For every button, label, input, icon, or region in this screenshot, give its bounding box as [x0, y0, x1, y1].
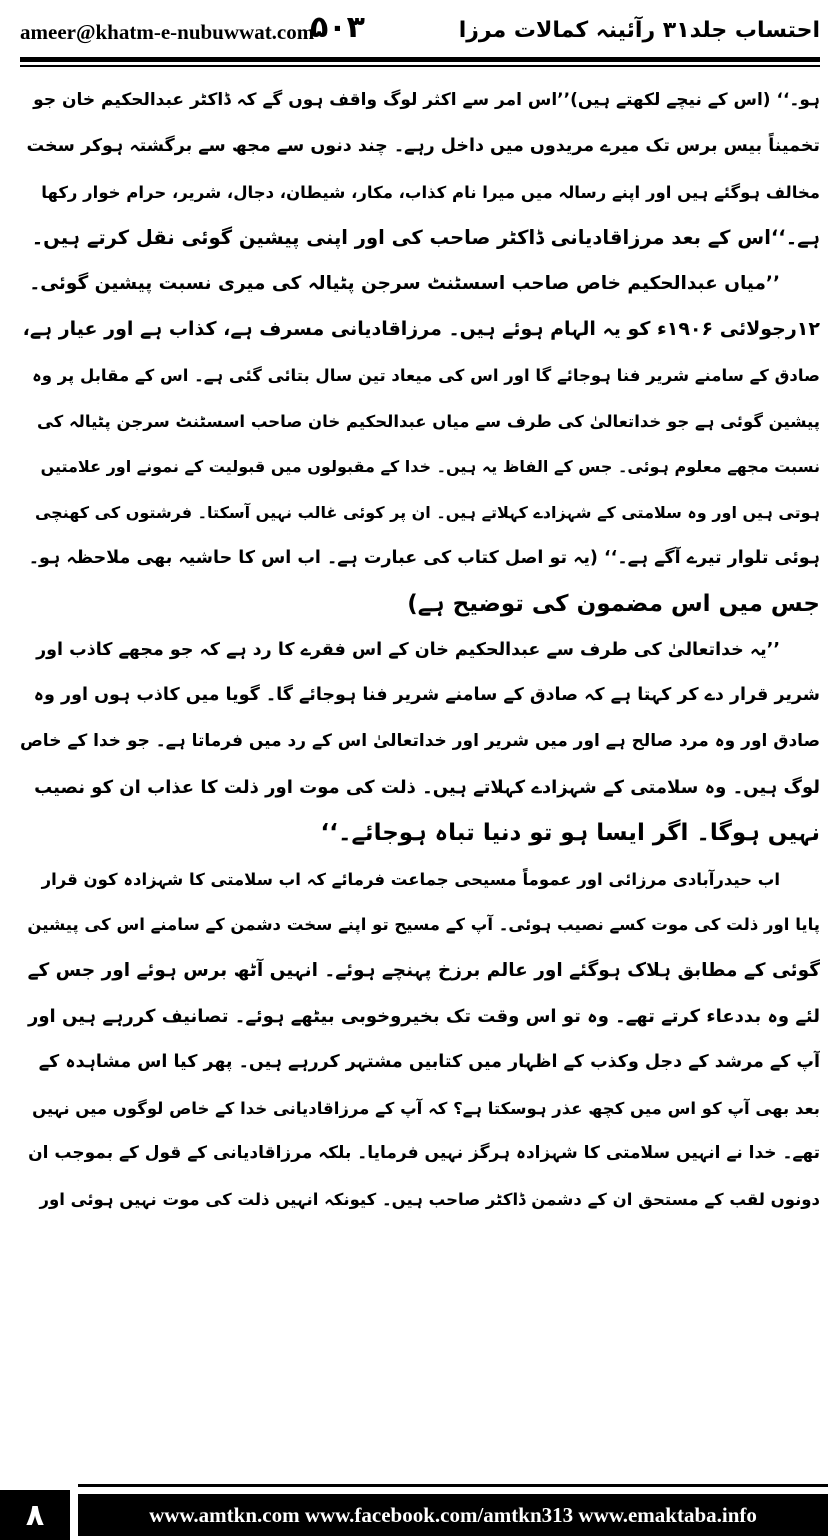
footer-links[interactable]: www.amtkn.com www.facebook.com/amtkn313 www.emaktaba.info — [78, 1494, 828, 1536]
text-line: ہوئی تلوار تیرے آگے ہے۔‘‘ (یہ تو اصل کتاب کی عبارت ہے۔ اب اس کا حاشیہ بھی ملاحظہ ہو۔ — [28, 547, 820, 568]
text-line: ’’یہ خداتعالیٰ کی طرف سے عبدالحکیم خان کے اس فقرے کا رد ہے کہ جو مجھے کاذب اور — [36, 639, 780, 660]
footer-page-label: ۸ — [0, 1490, 70, 1540]
text-line: آپ کے مرشد کے دجل وکذب کے اظہار میں کتابیں مشتہر کررہے ہیں۔ پھر کیا اس مشاہدہ کے — [38, 1051, 820, 1072]
text-line: صادق اور وہ مرد صالح ہے اور میں شریر اور خداتعالیٰ اس کے رد میں فرماتا ہے۔ جو خدا کے خاص — [20, 731, 820, 752]
text-line: شریر قرار دے کر کہتا ہے کہ صادق کے سامنے شریر فنا ہوجائے گا۔ گویا میں کاذب ہوں اور وہ — [33, 685, 820, 706]
text-line: پیشین گوئی ہے جو خداتعالیٰ کی طرف سے میاں عبدالحکیم خان صاحب اسسٹنٹ سرجن پٹیالہ کی — [36, 411, 820, 431]
text-line: تخمیناً بیس برس تک میرے مریدوں میں داخل رہے۔ چند دنوں سے مجھ سے برگشتہ ہوکر سخت — [26, 135, 820, 156]
text-line: لوگ ہیں۔ وہ سلامتی کے شہزادے کہلاتے ہیں۔ ذلت کی موت اور ذلت کا عذاب ان کو نصیب — [34, 776, 820, 798]
body-text — [20, 78, 820, 1458]
text-line: ہوتی ہیں اور وہ سلامتی کے شہزادے کہلاتے ہیں۔ ان پر کوئی غالب نہیں آسکتا۔ فرشتوں کی کھنچی — [34, 503, 820, 523]
text-line: ۱۲رجولائی ۱۹۰۶ء کو یہ الہام ہوئے ہیں۔ مرزاقادیانی مسرف ہے، کذاب ہے اور عیار ہے، — [22, 317, 820, 340]
text-line: نسبت مجھے معلوم ہوئی۔ جس کے الفاظ یہ ہیں۔ خدا کے مقبولوں میں قبولیت کے نمونے اور علامتیں — [40, 457, 820, 477]
text-line: لئے وہ بددعاء کرتے تھے۔ وہ تو اس وقت تک بخیروخوبی بیٹھے ہوئے۔ تصانیف کررہے ہیں اور — [27, 1005, 820, 1027]
text-line: پایا اور ذلت کی موت کسے نصیب ہوئی۔ آپ کے مسیح تو اپنے سخت دشمن کے سامنے اس کی پیشین — [27, 915, 820, 935]
text-line: اب حیدرآبادی مرزائی اور عموماً مسیحی جماعت فرمائے کہ اب سلامتی کا شہزادہ کون قرار — [41, 869, 780, 889]
page-number: ۵۰۳ — [310, 10, 365, 45]
header-rule-thin — [20, 65, 820, 67]
text-line: ہو۔‘‘ (اس کے نیچے لکھتے ہیں)’’اس امر سے اکثر لوگ واقف ہوں گے کہ ڈاکٹر عبدالحکیم خان جو — [33, 90, 820, 110]
page-header — [20, 6, 820, 54]
header-rule-thick — [20, 57, 820, 62]
text-line: ’’میاں عبدالحکیم خاص صاحب اسسٹنٹ سرجن پٹیالہ کی میری نسبت پیشین گوئی۔ — [29, 273, 780, 295]
text-line: گوئی کے مطابق ہلاک ہوگئے اور عالم برزخ پہنچے ہوئے۔ انہیں آٹھ برس ہوئے اور جس کے — [27, 960, 820, 982]
text-line: مخالف ہوگئے ہیں اور اپنے رسالہ میں میرا نام کذاب، مکار، شیطان، دجال، شریر، حرام خوار رکھا — [41, 182, 820, 202]
text-line: بعد بھی آپ کو اس میں کچھ عذر ہوسکتا ہے؟ کہ آپ کے مرزاقادیانی خدا کے خاص لوگوں میں نہیں — [32, 1098, 820, 1118]
text-line: دونوں لقب کے مستحق ان کے دشمن ڈاکٹر صاحب ہیں۔ کیونکہ انہیں ذلت کی موت نہیں ہوئی اور — [39, 1190, 820, 1210]
text-line: تھے۔ خدا نے انہیں سلامتی کا شہزادہ ہرگز نہیں فرمایا۔ بلکہ مرزاقادیانی کے قول کے بموجب ان — [28, 1143, 820, 1164]
text-line: ہے۔‘‘اس کے بعد مرزاقادیانی ڈاکٹر صاحب کی اور اپنی پیشین گوئی نقل کرتے ہیں۔ — [31, 226, 820, 250]
text-line: جس میں اس مضمون کی توضیح ہے) — [407, 590, 820, 617]
text-line: صادق کے سامنے شریر فنا ہوجائے گا اور اس کی میعاد تین سال بتائی گئی ہے۔ اس کے مقابل پر وہ — [32, 365, 820, 385]
email-address: ameer@khatm-e-nubuwwat.com — [20, 20, 315, 44]
text-line: نہیں ہوگا۔ اگر ایسا ہو تو دنیا تباہ ہوجائے۔‘‘ — [320, 819, 820, 846]
running-title: احتساب جلد۳۱ رآئینہ کمالات مرزا — [458, 18, 820, 43]
page-footer — [0, 1490, 840, 1540]
footer-rule — [78, 1484, 828, 1487]
